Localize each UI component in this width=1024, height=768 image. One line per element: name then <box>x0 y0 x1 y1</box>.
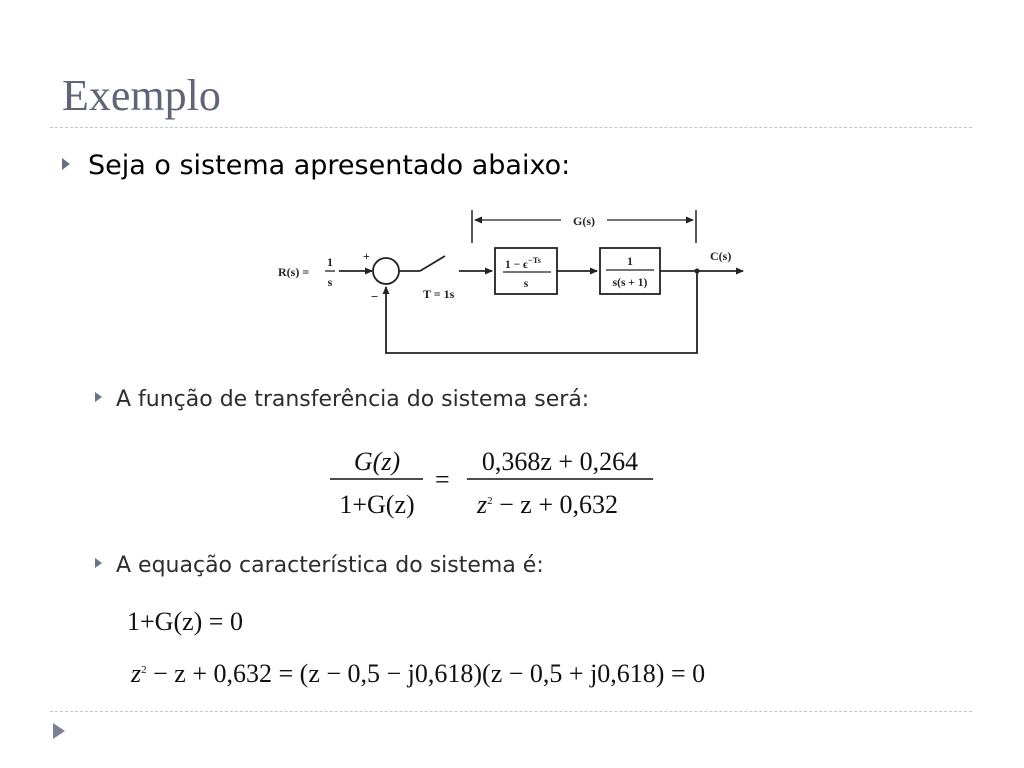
bullet-main <box>62 150 570 181</box>
plant-denominator: s(s + 1) <box>612 277 648 289</box>
bullet-transfer <box>95 387 589 412</box>
tf-rhs-numerator: 0,368z + 0,264 <box>481 447 639 476</box>
plant-bracket-label: G(s) <box>573 214 595 228</box>
bullet-char-eq-text: A equação característica do sistema é: <box>116 553 544 578</box>
tf-rhs-denominator: $z^2 - z + 0,632$ <box>477 490 618 519</box>
title-divider <box>50 127 972 128</box>
transfer-function-equation <box>320 442 680 522</box>
tf-equals: = <box>435 465 450 494</box>
corner-arrow-icon <box>52 722 66 740</box>
input-label: R(s) = <box>278 265 310 279</box>
bullet-main-text: Seja o sistema apresentado abaixo: <box>88 150 571 181</box>
input-den: s <box>327 275 333 289</box>
footer-divider <box>50 711 972 712</box>
slide-title: Exemplo <box>62 71 221 120</box>
summing-junction <box>373 258 399 284</box>
triangle-bullet-icon <box>62 158 70 170</box>
char-eq-line-1: 1+G(z) = 0 <box>127 607 243 636</box>
block-diagram <box>275 198 755 363</box>
bullet-char-eq <box>95 553 544 578</box>
triangle-bullet-icon <box>95 392 102 402</box>
tf-lhs-numerator: G(z) <box>353 447 401 476</box>
zoh-numerator: $1 - \epsilon^{-Ts}$ <box>505 255 541 271</box>
plus-sign: + <box>363 249 370 263</box>
minus-sign: − <box>371 289 379 304</box>
triangle-bullet-icon <box>95 558 102 568</box>
output-label: C(s) <box>710 249 732 263</box>
characteristic-equations <box>125 600 845 700</box>
zoh-denominator: s <box>523 278 529 290</box>
sampler-switch <box>420 256 445 271</box>
tf-lhs-denominator: 1+G(z) <box>339 490 415 519</box>
sampler-label: T = 1s <box>423 287 455 301</box>
plant-numerator: 1 <box>627 256 633 268</box>
char-eq-line-2: $z^2 - z + 0,632 = (z - 0,5 - j0,618)(z - 0,5 + j0,618) = 0$ <box>131 659 706 688</box>
input-num: 1 <box>327 255 333 269</box>
feedback-path <box>386 271 697 353</box>
bullet-transfer-text: A função de transferência do sistema será: <box>116 387 590 412</box>
